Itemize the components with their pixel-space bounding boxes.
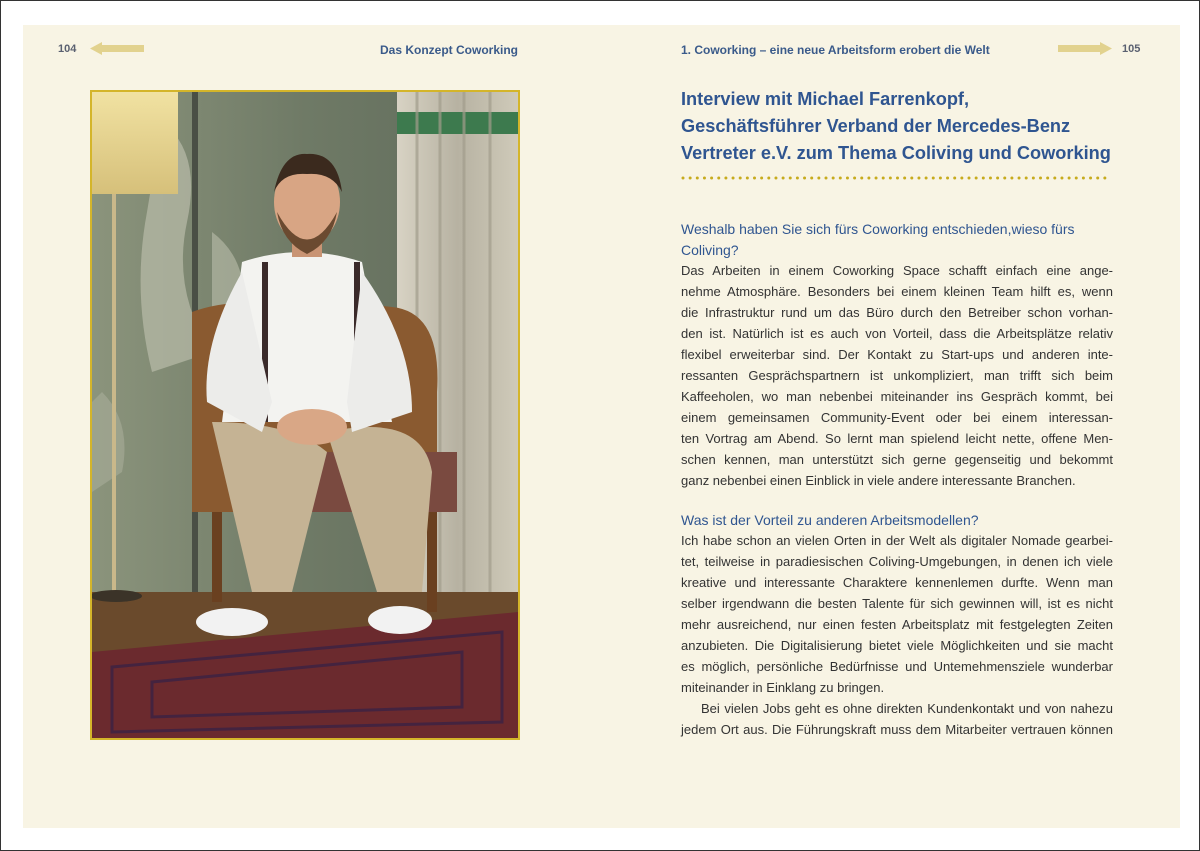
body-line: es möglich, persönliche Bedürfnisse und Untemehmensziele wunderbar — [681, 659, 1113, 674]
right-page-number: 105 — [1122, 43, 1141, 55]
right-running-head: 1. Coworking – eine neue Arbeitsform erobert die Welt — [681, 43, 990, 57]
body-line: mehr ausreichend, nur einen festen Arbeitsplatz mit festgelegten Zeiten — [681, 617, 1113, 632]
answer-2 — [681, 530, 1113, 740]
question-line: Was ist der Vorteil zu anderen Arbeitsmodellen? — [681, 512, 979, 528]
body-line: Das Arbeiten in einem Coworking Space schafft einfach eine ange- — [681, 263, 1113, 278]
body-line: Kaffeeholen, wo man nebenbei miteinander ins Gespräch kommt, bei — [681, 389, 1113, 404]
body-line: tet, teilweise in paradiesischen Coliving-Umgebungen, in denen ich viele — [681, 554, 1113, 569]
left-running-head: Das Konzept Coworking — [379, 43, 518, 57]
answer-1 — [681, 260, 1113, 491]
body-line: ten Vortrag am Abend. So lernt man spielend leicht nette, offene Men- — [681, 431, 1113, 446]
dotted-divider — [681, 175, 1113, 181]
body-line: ressanten Gesprächspartnern ist unkompliziert, man trifft sich beim — [681, 368, 1113, 383]
title-line: Interview mit Michael Farrenkopf, — [681, 89, 970, 109]
photo-illustration — [92, 92, 518, 738]
body-line: anzubieten. Die Digitalisierung bietet viele Möglichkeiten und sie macht — [681, 638, 1113, 653]
body-line: selber irgendwann die besten Talente für sich gewinnen will, ist es nicht — [681, 596, 1113, 611]
question-1 — [681, 219, 1117, 261]
body-line: Ich habe schon an vielen Orten in der Welt als digitaler Nomade gearbei- — [681, 533, 1113, 548]
body-line: flexibel erweiterbar sind. Der Kontakt zu Start-ups und anderen inte- — [681, 347, 1113, 362]
question-line: Coliving? — [681, 242, 739, 258]
body-line: jedem Ort aus. Die Führungskraft muss dem Mitarbeiter vertrauen können — [681, 722, 1113, 737]
portrait-photo — [90, 90, 520, 740]
body-line: schen kennen, man unterstützt sich gerne gegenseitig und bekommt — [681, 452, 1113, 467]
body-line: nehme Atmosphäre. Besonders bei einem kleinen Team hilft es, wenn — [681, 284, 1113, 299]
title-line: Vertreter e.V. zum Thema Coliving und Coworking — [681, 143, 1111, 163]
question-2 — [681, 510, 1117, 531]
left-arrow-icon — [90, 42, 146, 55]
body-line: kreative und interessante Charaktere kennenlemen durfte. Wenn man — [681, 575, 1113, 590]
body-line: Bei vielen Jobs geht es ohne direkten Kundenkontakt und von nahezu — [701, 701, 1113, 716]
left-page-number: 104 — [58, 43, 77, 55]
question-line: Weshalb haben Sie sich fürs Coworking entschieden,wieso fürs — [681, 221, 1075, 237]
body-line: miteinander in Einklang zu bringen. — [681, 680, 885, 695]
body-line: die Infrastruktur rund um das Büro durch den Betreiber schon vorhan- — [681, 305, 1113, 320]
body-line: den ist. Natürlich ist es auch von Vorteil, dass die Arbeitsplätze relativ — [681, 326, 1113, 341]
title-line: Geschäftsführer Verband der Mercedes-Benz — [681, 116, 1071, 136]
right-arrow-icon — [1056, 42, 1112, 55]
body-line: ganz nebenbei einen Einblick in viele andere interessante Branchen. — [681, 473, 1076, 488]
interview-title — [681, 86, 1121, 167]
body-line: einem gemeinsamen Community-Event oder bei einem interessan- — [681, 410, 1113, 425]
